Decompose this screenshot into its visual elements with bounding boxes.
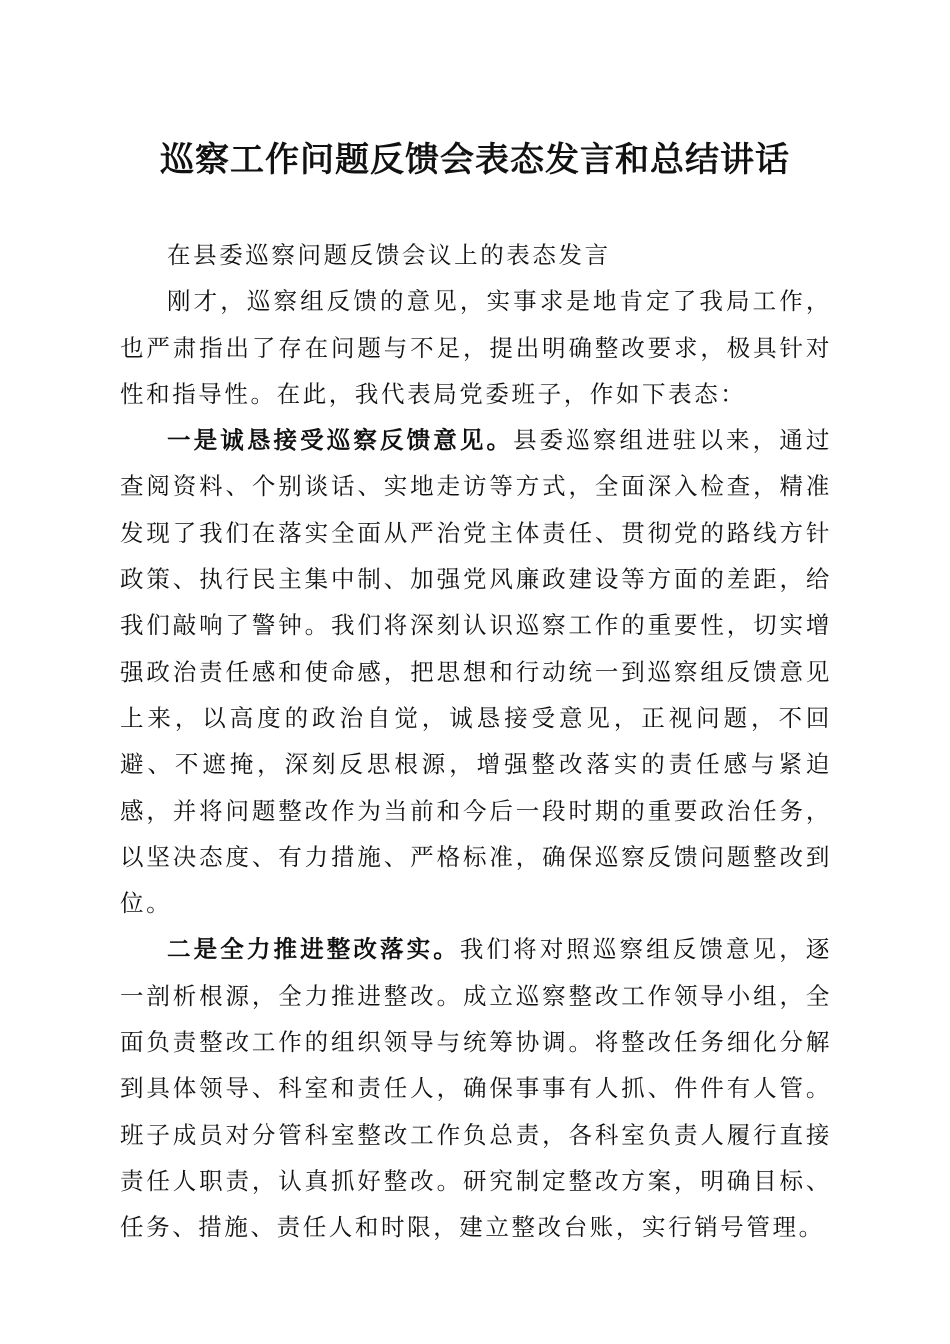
- point-one-paragraph: [120, 417, 832, 926]
- document-body: [120, 232, 832, 1251]
- subtitle-paragraph: 在县委巡察问题反馈会议上的表态发言: [167, 241, 611, 269]
- intro-paragraph: [120, 278, 832, 417]
- paragraph-lead: 二是全力推进整改落实。: [167, 935, 460, 964]
- paragraph-lead: 一是诚恳接受巡察反馈意见。: [167, 426, 514, 455]
- point-two-paragraph: [120, 926, 832, 1250]
- paragraph-text: 刚才，巡察组反馈的意见，实事求是地肯定了我局工作，也严肃指出了存在问题与不足，提出明确整改要求，极具针对性和指导性。在此，我代表局党委班子，作如下表态：: [120, 287, 832, 408]
- paragraph-text: 县委巡察组进驻以来，通过查阅资料、个别谈话、实地走访等方式，全面深入检查，精准发现了我们在落实全面从严治党主体责任、贯彻党的路线方针政策、执行民主集中制、加强党风廉政建设等方面的差距，给我们敲响了警钟。我们将深刻认识巡察工作的重要性，切实增强政治责任感和使命感，把思想和行动统一到巡察组反馈意见上来，以高度的政治自觉，诚恳接受意见，正视问题，不回避、不遮掩，深刻反思根源，增强整改落实的责任感与紧迫感，并将问题整改作为当前和今后一段时期的重要政治任务，以坚决态度、有力措施、严格标准，确保巡察反馈问题整改到位。: [120, 426, 832, 918]
- document-title: 巡察工作问题反馈会表态发言和总结讲话: [160, 140, 790, 180]
- paragraph-text: 我们将对照巡察组反馈意见，逐一剖析根源，全力推进整改。成立巡察整改工作领导小组，全面负责整改工作的组织领导与统筹协调。将整改任务细化分解到具体领导、科室和责任人，确保事事有人抓、件件有人管。班子成员对分管科室整改工作负总责，各科室负责人履行直接责任人职责，认真抓好整改。研究制定整改方案，明确目标、任务、措施、责任人和时限，建立整改台账，实行销号管理。: [120, 935, 832, 1242]
